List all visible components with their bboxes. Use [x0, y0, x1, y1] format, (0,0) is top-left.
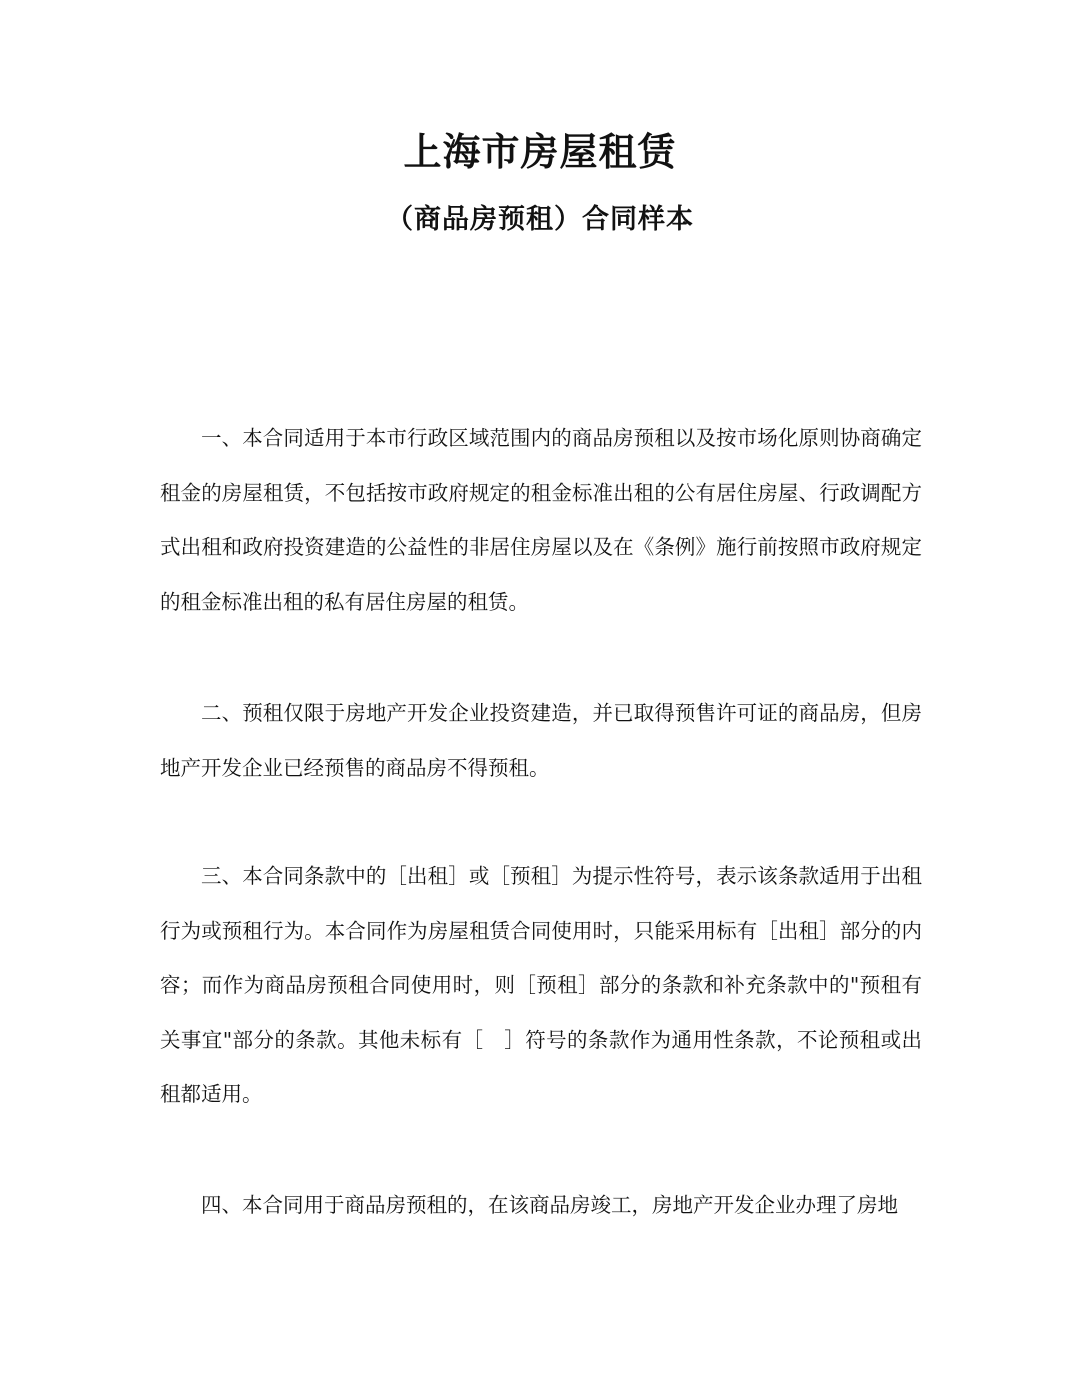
document-subtitle: （商品房预租）合同样本: [386, 204, 694, 235]
paragraph-2: 二、预租仅限于房地产开发企业投资建造，并已取得预售许可证的商品房，但房地产开发企业已经预售的商品房不得预租。: [160, 701, 922, 780]
paragraph-1: 一、本合同适用于本市行政区域范围内的商品房预租以及按市场化原则协商确定租金的房屋租赁，不包括按市政府规定的租金标准出租的公有居住房屋、行政调配方式出租和政府投资建造的公益性的非居住房屋以及在《条例》施行前按照市政府规定的租金标准出租的私有居住房屋的租赁。: [160, 426, 922, 614]
document-title: 上海市房屋租赁: [403, 130, 677, 174]
paragraph-3: 三、本合同条款中的［出租］或［预租］为提示性符号，表示该条款适用于出租行为或预租行为。本合同作为房屋租赁合同使用时，只能采用标有［出租］部分的内容；而作为商品房预租合同使用时，则［预租］部分的条款和补充条款中的"预租有关事宜"部分的条款。其他未标有［ ］符号的条款作为通用性条款，不论预租或出租都适用。: [160, 864, 922, 1106]
paragraph-4: 四、本合同用于商品房预租的，在该商品房竣工，房地产开发企业办理了房地: [201, 1193, 898, 1217]
